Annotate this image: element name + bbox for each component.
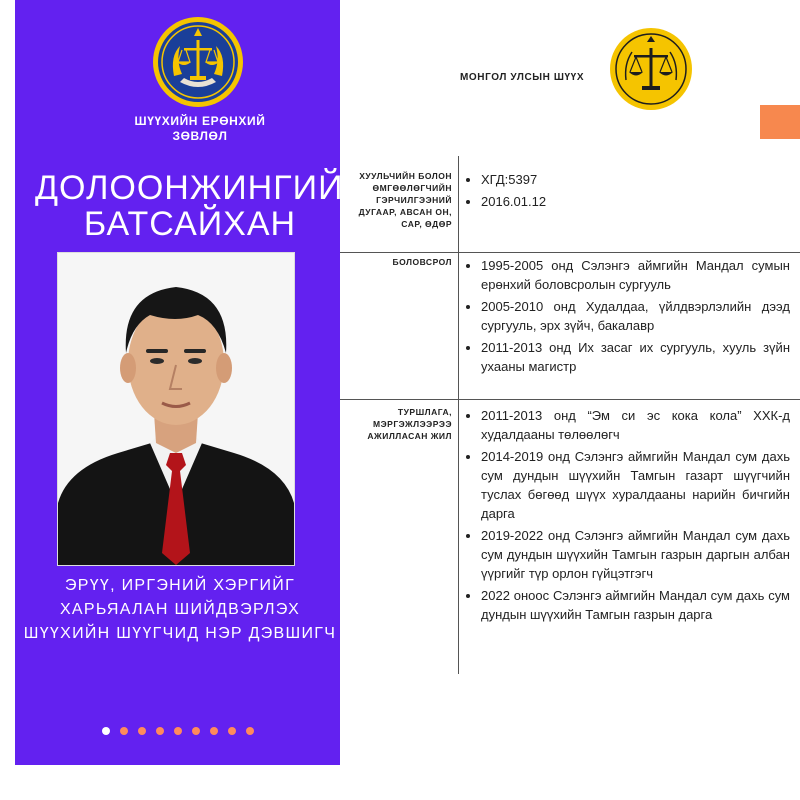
carousel-pagination — [15, 727, 340, 735]
license-label: ХУУЛЬЧИЙН БОЛОН ӨМГӨӨЛӨГЧИЙН ГЭРЧИЛГЭЭНИЙ ДУГААР, АВСАН ОН, САР, ӨДӨР — [358, 171, 452, 229]
license-content — [464, 170, 790, 214]
court-scales-emblem-icon — [610, 28, 692, 110]
row-divider — [340, 252, 800, 253]
pagination-dot[interactable] — [192, 727, 200, 735]
pagination-dot[interactable] — [228, 727, 236, 735]
list-item: • 2011-2013 онд Их засаг их сургууль, хууль зүйн ухааны магистр — [481, 338, 790, 376]
education-content — [464, 256, 790, 379]
list-item: • 2016.01.12 — [481, 192, 790, 211]
pagination-dot[interactable] — [138, 727, 146, 735]
pagination-dot[interactable] — [210, 727, 218, 735]
list-item: • ХГД:5397 — [481, 170, 790, 189]
candidate-name-line: БАТСАЙХАН — [83, 205, 297, 243]
candidate-position-line: ХАРЬЯАЛАН ШИЙДВЭРЛЭХ — [59, 601, 301, 618]
candidate-name-line: ДОЛООНЖИНГИЙН — [35, 169, 370, 207]
row-divider — [340, 399, 800, 400]
candidate-position-line: ЭРҮҮ, ИРГЭНИЙ ХЭРГИЙГ — [64, 577, 296, 594]
candidate-position — [22, 574, 338, 646]
court-title: МОНГОЛ УЛСЫН ШҮҮХ — [460, 72, 585, 83]
candidate-name — [35, 169, 370, 243]
list-item: • 2005-2010 онд Худалдаа, үйлдвэрлэлийн дээд сургууль, эрх зүйч, бакалавр — [481, 297, 790, 335]
council-name: ШҮҮХИЙН ЕРӨНХИЙ ЗӨВЛӨЛ — [134, 114, 266, 143]
list-item: • 2019-2022 онд Сэлэнгэ аймгийн Мандал сум дахь сум дундын шүүхийн Тамгын газрын даргын албан үүргийг түр орлон гүйцэтгэгч — [481, 526, 790, 583]
list-item: • 1995-2005 онд Сэлэнгэ аймгийн Мандал сумын ерөнхий боловсролын сургууль — [481, 256, 790, 294]
experience-content — [464, 406, 790, 627]
column-divider — [458, 156, 459, 674]
list-item: • 2014-2019 онд Сэлэнгэ аймгийн Мандал сум дахь сум дундын шүүхийн Тамгын газарт шүүгчийн туслах бөгөөд шүүх хуралдааны нарийн бичгийн дарга — [481, 447, 790, 523]
pagination-dot[interactable] — [156, 727, 164, 735]
pagination-dot[interactable] — [174, 727, 182, 735]
pagination-dot[interactable] — [102, 727, 110, 735]
list-item: • 2011-2013 онд “Эм си эс кока кола” ХХК-д худалдааны төлөөлөгч — [481, 406, 790, 444]
experience-label: ТУРШЛАГА, МЭРГЭЖЛЭЭРЭЭ АЖИЛЛАСАН ЖИЛ — [367, 407, 452, 441]
pagination-dot[interactable] — [246, 727, 254, 735]
candidate-photo — [57, 252, 295, 566]
list-item: • 2022 оноос Сэлэнгэ аймгийн Мандал сум дахь сум дундын шүүхийн Тамгын газрын дарга — [481, 586, 790, 624]
judicial-council-emblem-icon — [152, 16, 244, 108]
education-label: БОЛОВСРОЛ — [392, 257, 452, 267]
candidate-position-line: ШҮҮХИЙН ШҮҮГЧИД НЭР ДЭВШИГЧ — [23, 625, 337, 642]
pagination-dot[interactable] — [120, 727, 128, 735]
accent-square — [760, 105, 800, 139]
